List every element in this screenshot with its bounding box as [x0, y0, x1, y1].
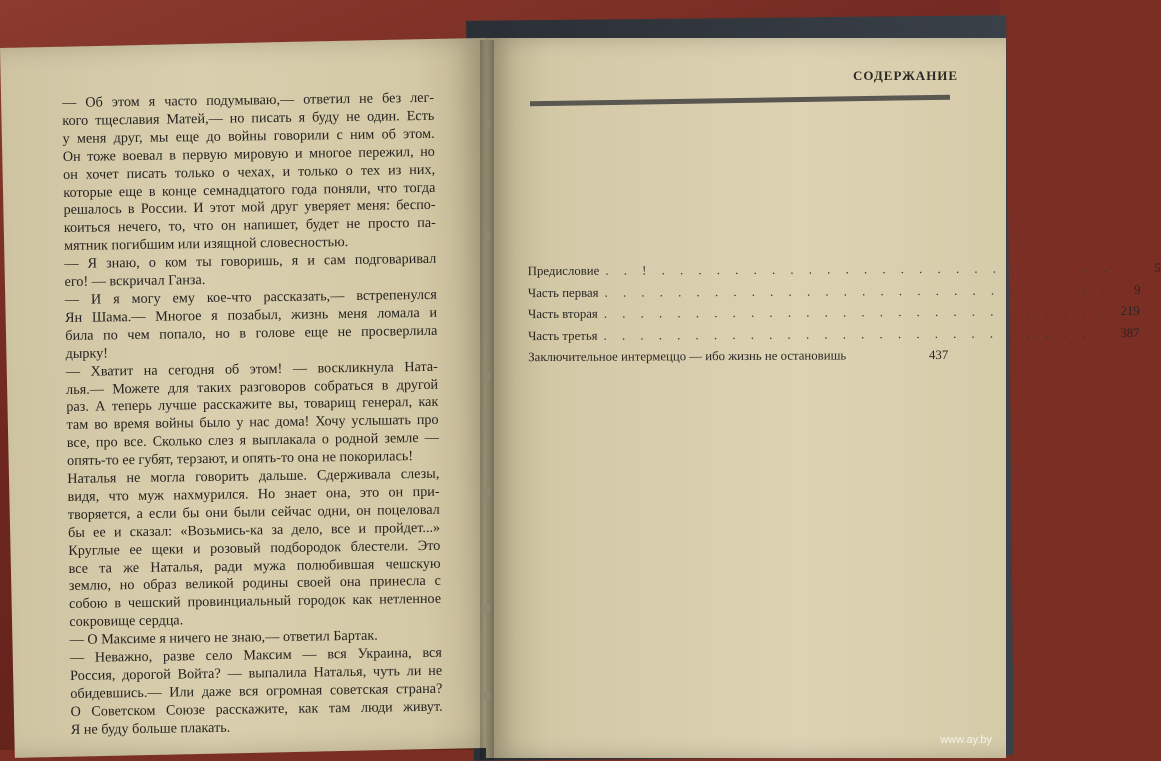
- toc-entry: [528, 348, 948, 372]
- text-line: Он тоже воевал в первую мировую и многое пережил, но: [63, 144, 435, 167]
- text-line: которые еще в конце семнадцатого года поняли, что тогда: [63, 179, 435, 202]
- toc-entry: [528, 262, 948, 286]
- toc-leader-dots: . . . . . . . . . . . . . . . . . . . . . . . . . . . .: [604, 304, 1110, 322]
- text-line: сокровище сердца.: [69, 609, 441, 632]
- toc-leader-dots: . . ! . . . . . . . . . . . . . . . . . . . . . . . . . .: [605, 261, 1130, 279]
- text-line: видя, что муж нахмурился. Но знает она, это он при-: [68, 484, 440, 507]
- toc-leader-dots: . . . . . . . . . . . . . . . . . . . . . . . . . . . .: [604, 326, 1110, 344]
- binding-stitch: [484, 232, 490, 242]
- text-line: кого тщеславия Матей,— но писать я буду не один. Есть: [62, 108, 434, 131]
- text-line: — Неважно, разве село Максим — вся Украина, вся: [70, 645, 442, 668]
- text-line: землю, но образ великой родины своей она принесла с: [69, 573, 441, 596]
- toc-entry: [528, 326, 948, 350]
- text-line: Россия, дорогой Войта? — выпалила Наталья, чуть ли не: [70, 663, 442, 686]
- text-line: била по чем попало, но в голове еще не просверлила: [65, 323, 437, 346]
- toc-entry-title: Часть первая: [528, 285, 599, 300]
- binding-stitch: [484, 488, 490, 498]
- text-line: мятник погибшим или изящной словесностью.: [64, 233, 436, 256]
- text-line: раз. А теперь лучше расскажите вы, товарищ генерал, как: [66, 394, 438, 417]
- toc-entry-title: Предисловие: [528, 264, 600, 279]
- text-line: творяется, а если бы они были сейчас одни, он поцеловал: [68, 502, 440, 525]
- toc-entry-title: Часть третья: [528, 328, 598, 343]
- text-line: все, про все. Сколько слез я выплакала о родной земле —: [67, 430, 439, 453]
- toc-entry-page: 437: [924, 348, 948, 363]
- toc-heading: СОДЕРЖАНИЕ: [853, 68, 958, 84]
- toc-entry-title: Заключительное интермеццо — ибо жизнь не остановишь: [528, 348, 846, 365]
- toc-entry-title: Часть вторая: [528, 307, 598, 322]
- text-line: там во время войны было у нас дома! Хочу услышать про: [67, 412, 439, 435]
- text-line: О Советском Союзе расскажите, как там люди живут.: [71, 699, 443, 722]
- text-line: Круглые ее щеки и розовый подбородок блестели. Это: [68, 537, 440, 560]
- text-line: — Об этом я часто подумываю,— ответил не без лег-: [62, 90, 434, 113]
- text-line: все та же Наталья, ради мужа полюбившая чешскую: [69, 555, 441, 578]
- left-page-text: [62, 90, 443, 740]
- text-line: Наталья не могла говорить дальше. Сдерживала слезы,: [67, 466, 439, 489]
- text-line: бы ее и сказал: «Возьмись-ка за дело, все и пройдет...»: [68, 520, 440, 543]
- text-line: Я не буду больше плакать.: [71, 716, 443, 739]
- toc-entry: [528, 305, 948, 329]
- text-line: дырку!: [66, 340, 438, 363]
- text-line: у меня друг, мы еще до войны говорили с ним об этом.: [63, 126, 435, 149]
- right-page: [486, 38, 1006, 758]
- binding-stitch: [484, 690, 490, 700]
- text-line: обидевшись.— Или даже вся огромная советская страна?: [70, 681, 442, 704]
- text-line: — О Максиме я ничего не знаю,— ответил Бартак.: [70, 627, 442, 650]
- watermark: www.ay.by: [940, 734, 992, 746]
- table-of-contents: [528, 262, 949, 372]
- text-line: он хочет писать только о чехах, и только о тех из них,: [63, 161, 435, 184]
- toc-entry-page: 9: [1116, 282, 1140, 297]
- text-line: Ян Шама.— Многое я позабыл, жизнь меня ломала и: [65, 305, 437, 328]
- toc-leader-dots: . . . . . . . . . . . . . . . . . . . . . . . . . . . .: [605, 283, 1111, 301]
- toc-entry-page: 5: [1137, 261, 1161, 276]
- text-line: коиться нечего, то, что он напишет, будет не просто па-: [64, 215, 436, 238]
- toc-entry-page: 387: [1115, 325, 1139, 340]
- binding-stitch: [484, 118, 490, 128]
- text-line: — Хватит на сегодня об этом! — воскликнула Ната-: [66, 358, 438, 381]
- text-line: лья.— Можете для таких разговоров собраться в другой: [66, 376, 438, 399]
- text-line: — И я могу ему кое-что рассказать,— встрепенулся: [65, 287, 437, 310]
- toc-entry: [528, 283, 948, 307]
- text-line: опять-то ее губят, терзают, и опять-то она не покорилась!: [67, 448, 439, 471]
- text-line: его! — вскричал Ганза.: [65, 269, 437, 292]
- binding-stitch: [484, 372, 490, 382]
- text-line: собою в чешский провинциальный городок как нетленное: [69, 591, 441, 614]
- text-line: решалось в России. И этот мой друг уверяет меня: беспо-: [64, 197, 436, 220]
- toc-entry-page: 219: [1116, 304, 1140, 319]
- text-line: — Я знаю, о ком ты говоришь, я и сам подговаривал: [64, 251, 436, 274]
- book-gutter: [480, 40, 494, 760]
- binding-stitch: [484, 604, 490, 614]
